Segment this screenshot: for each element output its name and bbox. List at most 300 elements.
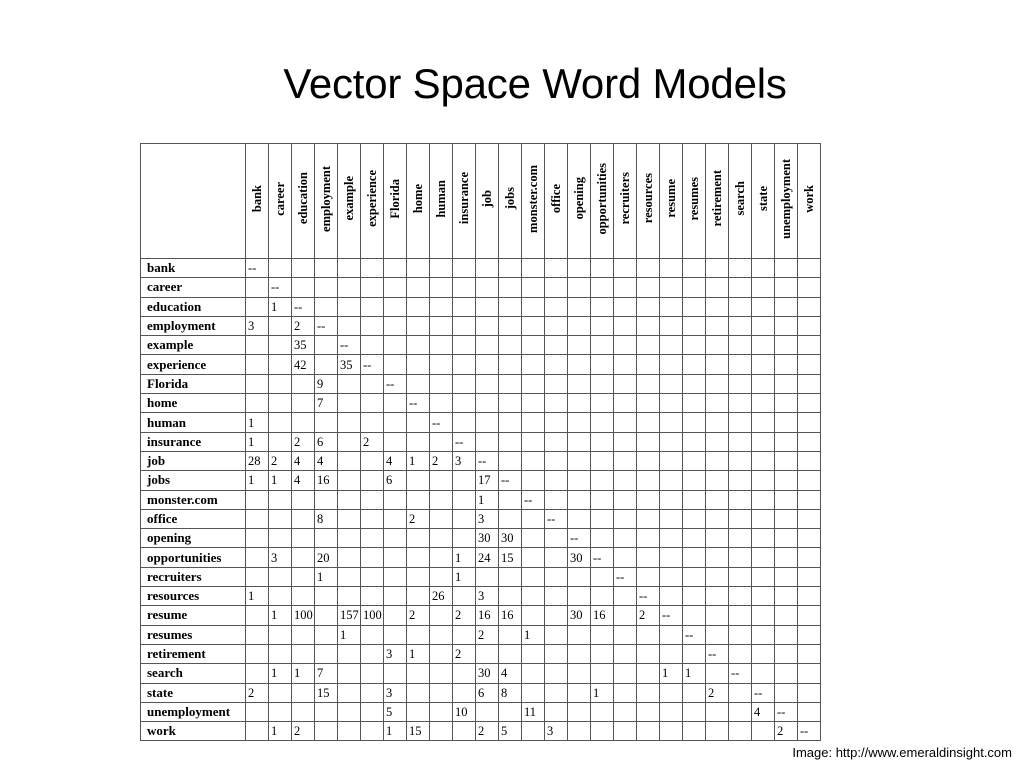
matrix-cell	[430, 490, 453, 509]
matrix-cell	[752, 490, 775, 509]
matrix-cell	[614, 644, 637, 663]
matrix-cell	[476, 413, 499, 432]
matrix-cell: 2	[476, 722, 499, 741]
column-header	[292, 144, 315, 259]
matrix-cell	[315, 490, 338, 509]
matrix-cell	[637, 548, 660, 567]
matrix-cell	[453, 529, 476, 548]
matrix-cell	[660, 413, 683, 432]
matrix-cell: 16	[476, 606, 499, 625]
matrix-cell	[729, 413, 752, 432]
matrix-cell	[430, 683, 453, 702]
table-row	[141, 355, 821, 374]
matrix-cell: 1	[660, 664, 683, 683]
matrix-cell: 30	[499, 529, 522, 548]
matrix-cell	[269, 394, 292, 413]
matrix-cell	[614, 664, 637, 683]
matrix-cell	[637, 702, 660, 721]
matrix-cell	[315, 587, 338, 606]
matrix-cell	[522, 432, 545, 451]
column-header	[384, 144, 407, 259]
matrix-cell: 4	[315, 451, 338, 470]
matrix-cell	[660, 297, 683, 316]
matrix-cell	[729, 587, 752, 606]
matrix-cell	[430, 374, 453, 393]
matrix-cell	[407, 413, 430, 432]
matrix-cell	[614, 259, 637, 278]
matrix-cell	[568, 587, 591, 606]
column-header	[660, 144, 683, 259]
matrix-cell	[522, 567, 545, 586]
matrix-cell: 2	[292, 432, 315, 451]
matrix-cell	[292, 644, 315, 663]
matrix-cell: 1	[522, 625, 545, 644]
matrix-cell	[752, 413, 775, 432]
table-row	[141, 606, 821, 625]
matrix-cell	[568, 297, 591, 316]
matrix-cell	[591, 297, 614, 316]
matrix-cell: --	[775, 702, 798, 721]
matrix-cell: 8	[499, 683, 522, 702]
matrix-cell	[798, 451, 821, 470]
matrix-cell: --	[407, 394, 430, 413]
matrix-cell: 1	[269, 471, 292, 490]
matrix-cell	[660, 432, 683, 451]
matrix-cell	[660, 490, 683, 509]
matrix-cell	[729, 644, 752, 663]
matrix-cell	[453, 664, 476, 683]
matrix-cell	[637, 644, 660, 663]
matrix-cell	[660, 374, 683, 393]
matrix-cell	[660, 259, 683, 278]
matrix-cell	[453, 490, 476, 509]
matrix-cell	[637, 625, 660, 644]
matrix-cell	[361, 529, 384, 548]
matrix-cell	[476, 355, 499, 374]
matrix-cell	[292, 548, 315, 567]
matrix-cell	[798, 297, 821, 316]
row-label: office	[141, 509, 246, 528]
matrix-cell	[361, 451, 384, 470]
matrix-cell	[614, 394, 637, 413]
matrix-cell: 3	[384, 683, 407, 702]
matrix-cell	[384, 316, 407, 335]
matrix-cell: --	[660, 606, 683, 625]
matrix-cell: 11	[522, 702, 545, 721]
matrix-cell	[315, 259, 338, 278]
matrix-cell	[453, 355, 476, 374]
column-header-label: office	[549, 183, 563, 214]
matrix-cell	[453, 471, 476, 490]
matrix-cell	[430, 702, 453, 721]
matrix-cell: 8	[315, 509, 338, 528]
matrix-cell	[568, 336, 591, 355]
matrix-cell	[522, 471, 545, 490]
matrix-cell	[545, 394, 568, 413]
matrix-cell	[775, 278, 798, 297]
matrix-cell	[637, 722, 660, 741]
matrix-cell	[591, 625, 614, 644]
matrix-cell: --	[292, 297, 315, 316]
matrix-cell	[798, 471, 821, 490]
matrix-cell	[706, 413, 729, 432]
matrix-cell: --	[683, 625, 706, 644]
matrix-cell	[614, 471, 637, 490]
matrix-cell	[614, 413, 637, 432]
matrix-cell: 1	[246, 587, 269, 606]
matrix-cell	[591, 471, 614, 490]
matrix-cell	[499, 490, 522, 509]
column-header	[476, 144, 499, 259]
matrix-cell	[660, 451, 683, 470]
matrix-cell	[522, 413, 545, 432]
matrix-cell	[614, 355, 637, 374]
matrix-cell	[591, 316, 614, 335]
matrix-cell: --	[798, 722, 821, 741]
matrix-cell	[568, 471, 591, 490]
matrix-cell	[476, 297, 499, 316]
matrix-cell	[315, 413, 338, 432]
matrix-cell: 100	[292, 606, 315, 625]
matrix-cell	[568, 683, 591, 702]
matrix-cell: 42	[292, 355, 315, 374]
table-row	[141, 644, 821, 663]
matrix-cell: 15	[315, 683, 338, 702]
matrix-cell	[775, 606, 798, 625]
matrix-cell: 20	[315, 548, 338, 567]
matrix-cell	[798, 644, 821, 663]
matrix-cell: --	[545, 509, 568, 528]
matrix-cell: --	[430, 413, 453, 432]
table-row	[141, 722, 821, 741]
table-row	[141, 490, 821, 509]
matrix-cell	[430, 548, 453, 567]
matrix-cell	[683, 394, 706, 413]
matrix-cell	[384, 297, 407, 316]
row-label: bank	[141, 259, 246, 278]
matrix-cell	[568, 432, 591, 451]
matrix-cell	[338, 394, 361, 413]
matrix-cell	[706, 451, 729, 470]
matrix-cell	[453, 509, 476, 528]
matrix-cell	[591, 529, 614, 548]
matrix-cell	[798, 606, 821, 625]
matrix-cell	[752, 664, 775, 683]
matrix-cell	[706, 664, 729, 683]
matrix-cell	[568, 509, 591, 528]
matrix-cell	[775, 374, 798, 393]
matrix-cell	[729, 683, 752, 702]
matrix-cell	[499, 259, 522, 278]
matrix-cell	[361, 683, 384, 702]
matrix-cell	[706, 336, 729, 355]
row-label: retirement	[141, 644, 246, 663]
row-label: example	[141, 336, 246, 355]
matrix-cell	[407, 625, 430, 644]
matrix-cell	[706, 394, 729, 413]
matrix-cell	[361, 625, 384, 644]
column-header	[407, 144, 430, 259]
matrix-cell	[246, 490, 269, 509]
matrix-cell	[775, 394, 798, 413]
matrix-cell	[246, 625, 269, 644]
matrix-cell	[361, 374, 384, 393]
matrix-cell	[246, 374, 269, 393]
matrix-cell	[798, 490, 821, 509]
matrix-cell	[292, 394, 315, 413]
matrix-cell	[614, 278, 637, 297]
matrix-cell	[338, 587, 361, 606]
column-header-label: search	[733, 181, 747, 216]
matrix-cell	[361, 567, 384, 586]
row-label: job	[141, 451, 246, 470]
matrix-cell	[591, 587, 614, 606]
matrix-cell	[453, 278, 476, 297]
matrix-cell: --	[568, 529, 591, 548]
matrix-cell	[729, 374, 752, 393]
matrix-cell	[292, 529, 315, 548]
matrix-cell	[315, 355, 338, 374]
matrix-cell	[545, 529, 568, 548]
matrix-cell	[614, 490, 637, 509]
column-header-label: example	[342, 176, 356, 221]
column-header	[798, 144, 821, 259]
matrix-cell: 4	[292, 471, 315, 490]
matrix-cell: --	[338, 336, 361, 355]
matrix-cell: 35	[338, 355, 361, 374]
matrix-cell: 1	[246, 413, 269, 432]
matrix-cell	[292, 683, 315, 702]
column-header-label: Florida	[388, 178, 402, 219]
matrix-cell	[407, 683, 430, 702]
matrix-cell	[338, 374, 361, 393]
matrix-cell	[453, 297, 476, 316]
matrix-cell	[430, 471, 453, 490]
matrix-cell	[315, 297, 338, 316]
matrix-cell	[798, 394, 821, 413]
matrix-cell	[568, 644, 591, 663]
matrix-cell	[683, 451, 706, 470]
matrix-cell	[775, 548, 798, 567]
matrix-cell	[637, 529, 660, 548]
matrix-cell	[361, 664, 384, 683]
matrix-cell	[706, 606, 729, 625]
matrix-cell: --	[729, 664, 752, 683]
column-header-label: unemployment	[779, 158, 793, 239]
matrix-cell: 30	[476, 529, 499, 548]
matrix-cell	[361, 471, 384, 490]
matrix-cell	[729, 471, 752, 490]
matrix-cell: 10	[453, 702, 476, 721]
matrix-cell: --	[384, 374, 407, 393]
matrix-cell: 5	[384, 702, 407, 721]
matrix-cell	[269, 567, 292, 586]
matrix-cell	[568, 413, 591, 432]
matrix-cell	[637, 683, 660, 702]
matrix-cell	[729, 529, 752, 548]
matrix-cell	[315, 644, 338, 663]
matrix-cell	[683, 471, 706, 490]
matrix-cell	[499, 644, 522, 663]
matrix-cell	[752, 567, 775, 586]
matrix-cell	[499, 702, 522, 721]
matrix-cell: --	[315, 316, 338, 335]
matrix-cell	[729, 297, 752, 316]
matrix-cell	[729, 316, 752, 335]
matrix-cell	[384, 336, 407, 355]
matrix-cell	[476, 432, 499, 451]
matrix-cell	[407, 374, 430, 393]
matrix-cell	[246, 336, 269, 355]
matrix-cell: --	[361, 355, 384, 374]
matrix-cell	[637, 567, 660, 586]
matrix-cell: 2	[476, 625, 499, 644]
matrix-cell	[706, 355, 729, 374]
matrix-cell	[775, 471, 798, 490]
matrix-cell	[545, 606, 568, 625]
matrix-cell: 6	[315, 432, 338, 451]
table-row	[141, 278, 821, 297]
matrix-cell	[430, 432, 453, 451]
column-header-label: career	[273, 181, 287, 216]
matrix-cell	[292, 490, 315, 509]
matrix-cell	[338, 278, 361, 297]
matrix-cell	[453, 625, 476, 644]
matrix-cell	[499, 567, 522, 586]
matrix-cell	[568, 355, 591, 374]
matrix-cell	[384, 432, 407, 451]
matrix-cell	[269, 432, 292, 451]
matrix-cell: --	[246, 259, 269, 278]
matrix-cell: 1	[269, 664, 292, 683]
matrix-cell: 4	[752, 702, 775, 721]
column-header	[361, 144, 384, 259]
matrix-cell	[315, 702, 338, 721]
matrix-cell	[798, 316, 821, 335]
matrix-cell	[798, 625, 821, 644]
column-header-label: resume	[664, 179, 678, 218]
matrix-cell	[545, 548, 568, 567]
row-label: state	[141, 683, 246, 702]
matrix-cell	[752, 529, 775, 548]
row-label: home	[141, 394, 246, 413]
matrix-cell	[706, 259, 729, 278]
matrix-cell	[775, 683, 798, 702]
matrix-cell: 1	[246, 432, 269, 451]
matrix-cell	[407, 490, 430, 509]
matrix-cell	[568, 278, 591, 297]
cooccurrence-matrix	[140, 143, 821, 741]
matrix-cell: --	[453, 432, 476, 451]
row-label: resume	[141, 606, 246, 625]
matrix-cell	[269, 587, 292, 606]
matrix-cell	[614, 451, 637, 470]
matrix-cell	[545, 278, 568, 297]
matrix-cell	[706, 490, 729, 509]
matrix-cell	[338, 471, 361, 490]
matrix-cell: 26	[430, 587, 453, 606]
matrix-cell	[568, 567, 591, 586]
matrix-cell	[545, 683, 568, 702]
matrix-cell	[798, 587, 821, 606]
matrix-cell: --	[499, 471, 522, 490]
column-header	[246, 144, 269, 259]
matrix-cell: --	[637, 587, 660, 606]
matrix-cell	[614, 587, 637, 606]
matrix-cell: 30	[568, 548, 591, 567]
matrix-cell	[338, 529, 361, 548]
matrix-cell	[775, 413, 798, 432]
column-header-label: human	[434, 179, 448, 218]
matrix-cell	[430, 316, 453, 335]
matrix-cell	[614, 336, 637, 355]
matrix-cell: 5	[499, 722, 522, 741]
matrix-cell	[407, 664, 430, 683]
matrix-cell	[637, 432, 660, 451]
slide-title: Vector Space Word Models	[283, 60, 787, 107]
table-row	[141, 394, 821, 413]
matrix-cell	[706, 316, 729, 335]
matrix-cell	[522, 722, 545, 741]
matrix-cell	[545, 451, 568, 470]
matrix-cell	[338, 702, 361, 721]
matrix-cell	[568, 625, 591, 644]
row-label: human	[141, 413, 246, 432]
matrix-cell	[775, 644, 798, 663]
matrix-cell	[660, 644, 683, 663]
matrix-cell	[430, 567, 453, 586]
matrix-cell	[568, 702, 591, 721]
matrix-cell: --	[614, 567, 637, 586]
matrix-cell	[292, 509, 315, 528]
matrix-cell	[660, 278, 683, 297]
column-header-label: resumes	[687, 176, 701, 221]
matrix-cell	[729, 451, 752, 470]
matrix-cell	[660, 394, 683, 413]
table-row	[141, 664, 821, 683]
matrix-cell	[453, 722, 476, 741]
matrix-cell	[384, 587, 407, 606]
row-label: experience	[141, 355, 246, 374]
column-header-label: education	[296, 172, 310, 225]
matrix-cell	[660, 548, 683, 567]
matrix-cell	[407, 336, 430, 355]
matrix-cell	[338, 644, 361, 663]
matrix-cell	[660, 336, 683, 355]
matrix-cell	[683, 278, 706, 297]
matrix-cell	[522, 587, 545, 606]
matrix-cell	[683, 259, 706, 278]
matrix-cell	[384, 490, 407, 509]
matrix-cell	[453, 259, 476, 278]
matrix-cell	[499, 336, 522, 355]
matrix-cell	[637, 316, 660, 335]
matrix-cell	[269, 625, 292, 644]
matrix-cell	[246, 606, 269, 625]
matrix-cell: 4	[292, 451, 315, 470]
matrix-cell: 2	[430, 451, 453, 470]
matrix-cell	[591, 278, 614, 297]
column-header-label: employment	[319, 165, 333, 232]
matrix-cell: 24	[476, 548, 499, 567]
matrix-cell: 1	[269, 722, 292, 741]
matrix-cell	[315, 722, 338, 741]
matrix-cell: 3	[545, 722, 568, 741]
matrix-cell	[568, 259, 591, 278]
matrix-cell	[660, 316, 683, 335]
matrix-cell	[384, 567, 407, 586]
matrix-cell	[752, 297, 775, 316]
